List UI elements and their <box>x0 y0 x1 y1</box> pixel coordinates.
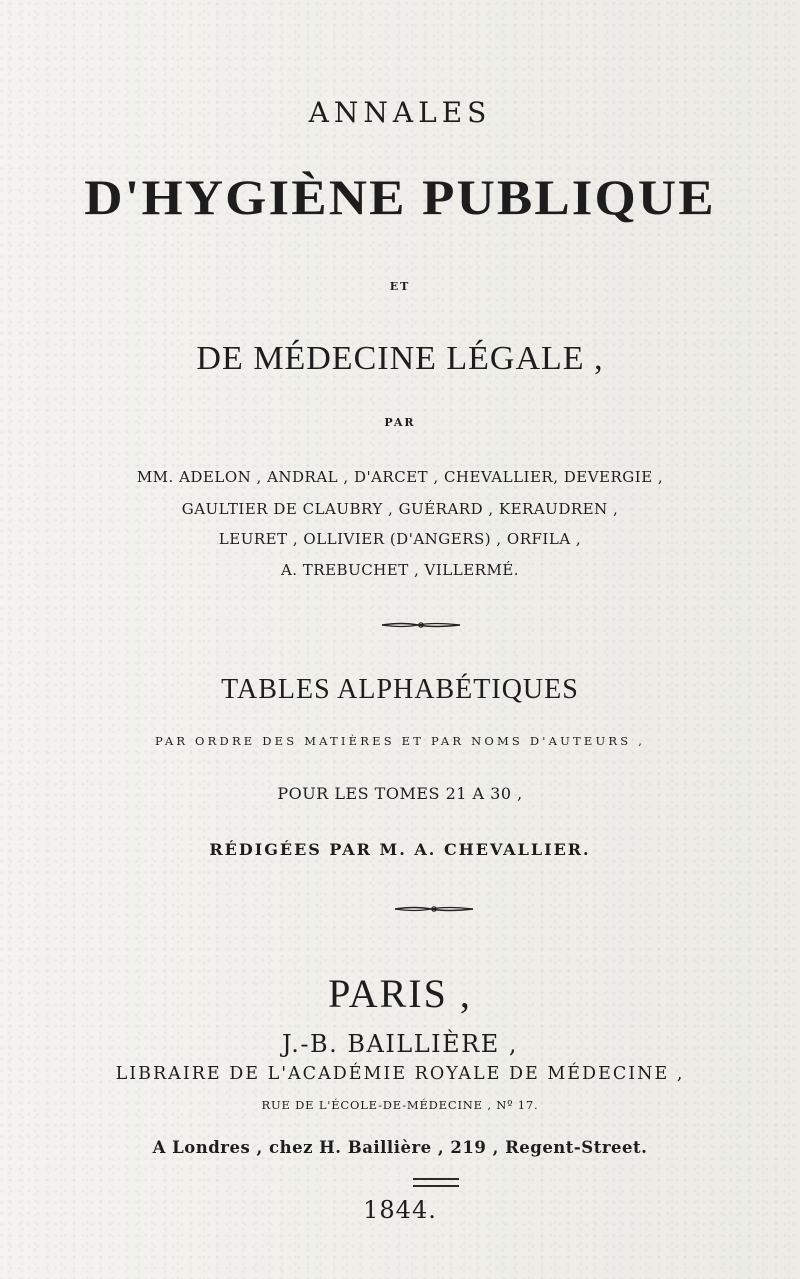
imprint-address: RUE DE L'ÉCOLE-DE-MÉDECINE , Nº 17. <box>261 1098 539 1112</box>
annales-heading: ANNALES <box>308 96 492 129</box>
imprint-publisher: J.-B. BAILLIÈRE , <box>281 1030 519 1058</box>
redigees-line: RÉDIGÉES PAR M. A. CHEVALLIER. <box>209 840 591 859</box>
subtitle: DE MÉDECINE LÉGALE , <box>196 340 604 377</box>
double-rule-top <box>413 1178 459 1180</box>
main-title: D'HYGIÈNE PUBLIQUE <box>84 169 716 225</box>
imprint-london: A Londres , chez H. Baillière , 219 , Regent-Street. <box>152 1138 648 1157</box>
imprint-city: PARIS , <box>328 971 472 1016</box>
par-label: PAR <box>384 416 416 429</box>
tomes-line: POUR LES TOMES 21 A 30 , <box>277 784 523 803</box>
tables-title: TABLES ALPHABÉTIQUES <box>221 674 579 705</box>
double-rule-bottom <box>413 1185 459 1187</box>
ornament-divider-icon <box>0 620 800 630</box>
authors-line: GAULTIER DE CLAUBRY , GUÉRARD , KERAUDREN , <box>181 500 619 518</box>
et-conjunction: ET <box>389 280 411 293</box>
imprint-year: 1844. <box>363 1196 437 1224</box>
authors-line: LEURET , OLLIVIER (D'ANGERS) , ORFILA , <box>218 530 582 548</box>
authors-line: MM. ADELON , ANDRAL , D'ARCET , CHEVALLIER, DEVERGIE , <box>136 468 664 486</box>
imprint-libraire: LIBRAIRE DE L'ACADÉMIE ROYALE DE MÉDECINE , <box>115 1064 685 1084</box>
ornament-divider-icon <box>0 904 800 914</box>
authors-line: A. TREBUCHET , VILLERMÉ. <box>280 561 520 579</box>
order-line: PAR ORDRE DES MATIÈRES ET PAR NOMS D'AUTEURS , <box>154 734 646 748</box>
